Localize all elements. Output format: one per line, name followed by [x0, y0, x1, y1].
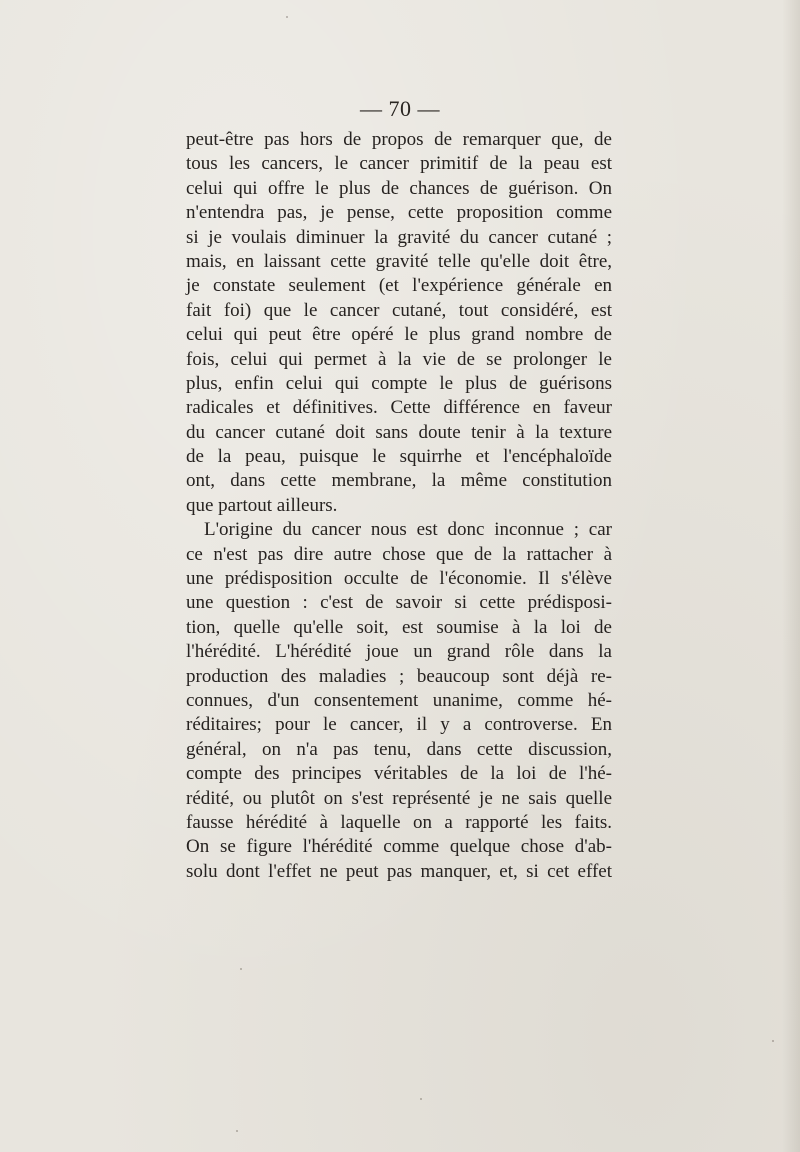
text-line: rédité, ou plutôt on s'est représenté je ne sais quelle — [186, 787, 612, 809]
paper-speck — [420, 1098, 422, 1100]
text-line: fois, celui qui permet à la vie de se prolonger le — [186, 348, 612, 370]
body-text — [186, 128, 612, 884]
text-line: production des maladies ; beaucoup sont déjà re- — [186, 665, 612, 687]
text-line: solu dont l'effet ne peut pas manquer, et, si cet effet — [186, 860, 612, 882]
text-line: mais, en laissant cette gravité telle qu'elle doit être, — [186, 250, 612, 272]
text-line: l'hérédité. L'hérédité joue un grand rôle dans la — [186, 641, 612, 663]
text-line: si je voulais diminuer la gravité du cancer cutané ; — [186, 226, 612, 248]
text-line: peut-être pas hors de propos de remarquer que, de — [186, 129, 612, 150]
text-line: ce n'est pas dire autre chose que de la rattacher à — [186, 543, 612, 565]
page-edge-shadow — [782, 0, 800, 1152]
paper-speck — [772, 1040, 774, 1042]
text-line: fausse hérédité à laquelle on a rapporté les faits. — [186, 811, 612, 833]
text-line: que partout ailleurs. — [186, 494, 338, 516]
text-line: tous les cancers, le cancer primitif de la peau est — [186, 153, 612, 175]
text-line: une question : c'est de savoir si cette prédisposi- — [186, 592, 612, 614]
text-line: une prédisposition occulte de l'économie. Il s'élève — [186, 568, 612, 590]
text-line: plus, enfin celui qui compte le plus de guérisons — [186, 372, 612, 394]
paper-speck — [240, 968, 242, 970]
text-line: celui qui offre le plus de chances de guérison. On — [186, 177, 612, 199]
text-line: L'origine du cancer nous est donc inconnue ; car — [204, 519, 612, 541]
paper-speck — [286, 16, 288, 18]
page-number: — 70 — — [360, 96, 440, 121]
text-line: de la peau, puisque le squirrhe et l'encéphaloïde — [186, 446, 612, 468]
text-line: n'entendra pas, je pense, cette proposition comme — [186, 202, 612, 224]
text-line: connues, d'un consentement unanime, comme hé- — [186, 689, 612, 711]
text-line: On se figure l'hérédité comme quelque chose d'ab- — [186, 836, 612, 858]
text-line: réditaires; pour le cancer, il y a controverse. En — [186, 714, 612, 736]
text-line: radicales et définitives. Cette différence en faveur — [186, 397, 612, 419]
text-line: compte des principes véritables de la loi de l'hé- — [186, 763, 612, 785]
text-line: fait foi) que le cancer cutané, tout considéré, est — [186, 299, 612, 321]
paper-speck — [236, 1130, 238, 1132]
text-line: tion, quelle qu'elle soit, est soumise à la loi de — [186, 616, 612, 638]
text-line: je constate seulement (et l'expérience générale en — [186, 275, 612, 297]
text-line: ont, dans cette membrane, la même constitution — [186, 470, 612, 492]
text-line: du cancer cutané doit sans doute tenir à la texture — [186, 421, 612, 443]
text-line: général, on n'a pas tenu, dans cette discussion, — [186, 738, 612, 760]
text-line: celui qui peut être opéré le plus grand nombre de — [186, 324, 612, 346]
